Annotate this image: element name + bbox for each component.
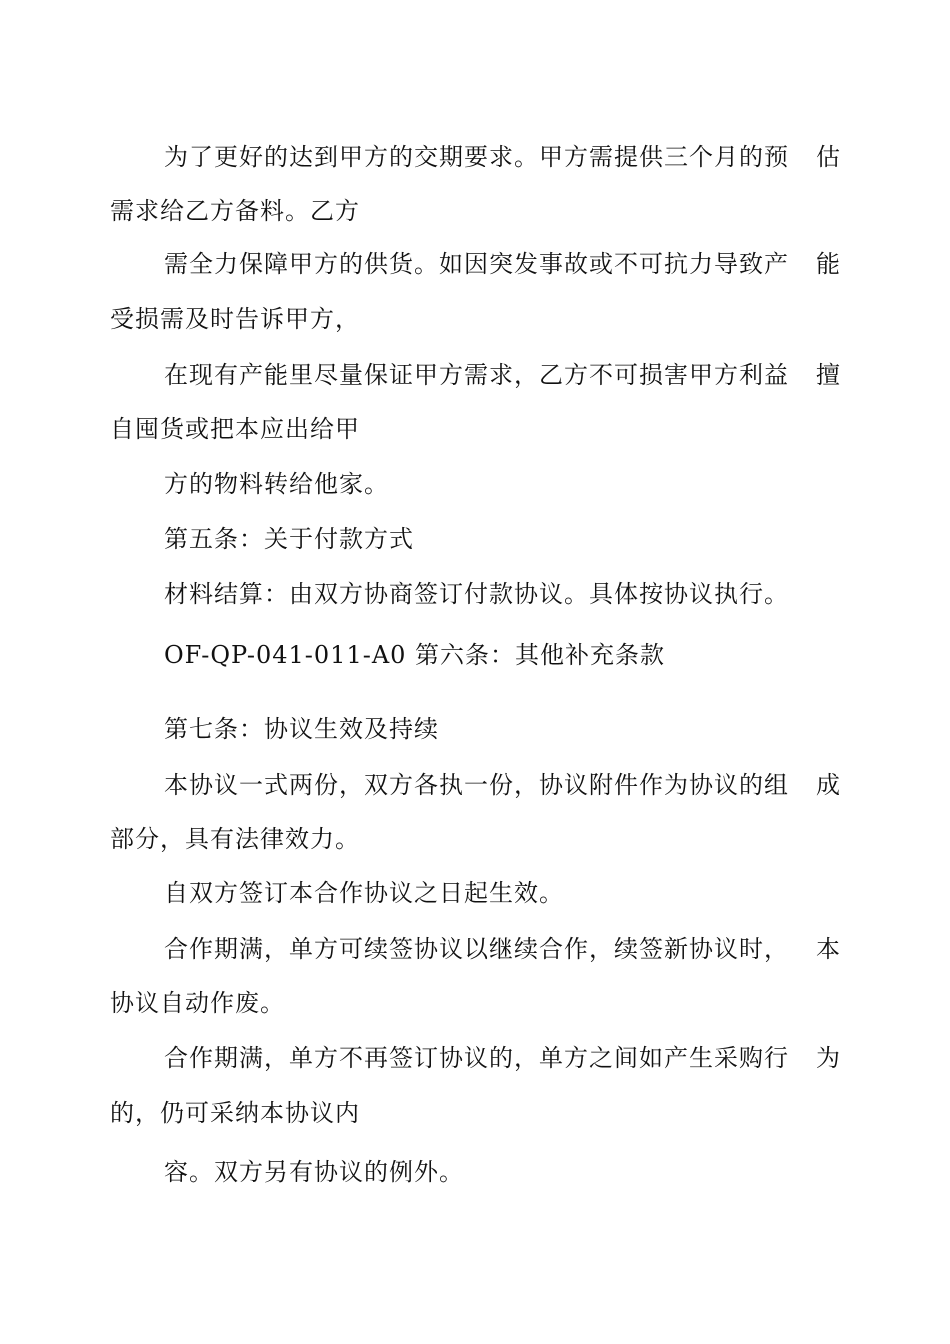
non-renewal-clause-line-1-tail: 为 — [816, 1044, 840, 1072]
settlement-clause: 材料结算：由双方协商签订付款协议。具体按协议执行。 — [164, 580, 789, 608]
copies-clause-line-1-tail: 成 — [816, 771, 840, 799]
exception-clause: 容。双方另有协议的例外。 — [164, 1158, 464, 1186]
paragraph-1-line-2: 需求给乙方备料。乙方 — [110, 197, 360, 225]
paragraph-1-line-1: 为了更好的达到甲方的交期要求。甲方需提供三个月的预 — [164, 143, 789, 171]
article-6-heading: OF-QP-041-011-A0 第六条：其他补充条款 — [164, 641, 666, 669]
paragraph-2-line-1: 需全力保障甲方的供货。如因突发事故或不可抗力导致产 — [164, 250, 789, 278]
copies-clause-line-2: 部分，具有法律效力。 — [110, 825, 360, 853]
copies-clause-line-1: 本协议一式两份，双方各执一份，协议附件作为协议的组 — [164, 771, 789, 799]
non-renewal-clause-line-2: 的，仍可采纳本协议内 — [110, 1099, 360, 1127]
article-5-heading: 第五条：关于付款方式 — [164, 525, 414, 553]
paragraph-3-line-1-tail: 擅 — [816, 361, 840, 389]
paragraph-3-line-2: 自囤货或把本应出给甲 — [110, 415, 360, 443]
renewal-clause-line-2: 协议自动作废。 — [110, 989, 285, 1017]
paragraph-1-line-1-tail: 估 — [816, 143, 840, 171]
article-7-heading: 第七条：协议生效及持续 — [164, 715, 439, 743]
renewal-clause-line-1-tail: 本 — [816, 935, 840, 963]
effective-clause: 自双方签订本合作协议之日起生效。 — [164, 879, 564, 907]
non-renewal-clause-line-1: 合作期满，单方不再签订协议的，单方之间如产生采购行 — [164, 1044, 789, 1072]
paragraph-2-line-1-tail: 能 — [816, 250, 840, 278]
paragraph-2-line-2: 受损需及时告诉甲方， — [110, 305, 360, 333]
renewal-clause-line-1: 合作期满，单方可续签协议以继续合作，续签新协议时， — [164, 935, 789, 963]
paragraph-3-line-1: 在现有产能里尽量保证甲方需求，乙方不可损害甲方利益 — [164, 361, 789, 389]
paragraph-4-line-1: 方的物料转给他家。 — [164, 470, 389, 498]
